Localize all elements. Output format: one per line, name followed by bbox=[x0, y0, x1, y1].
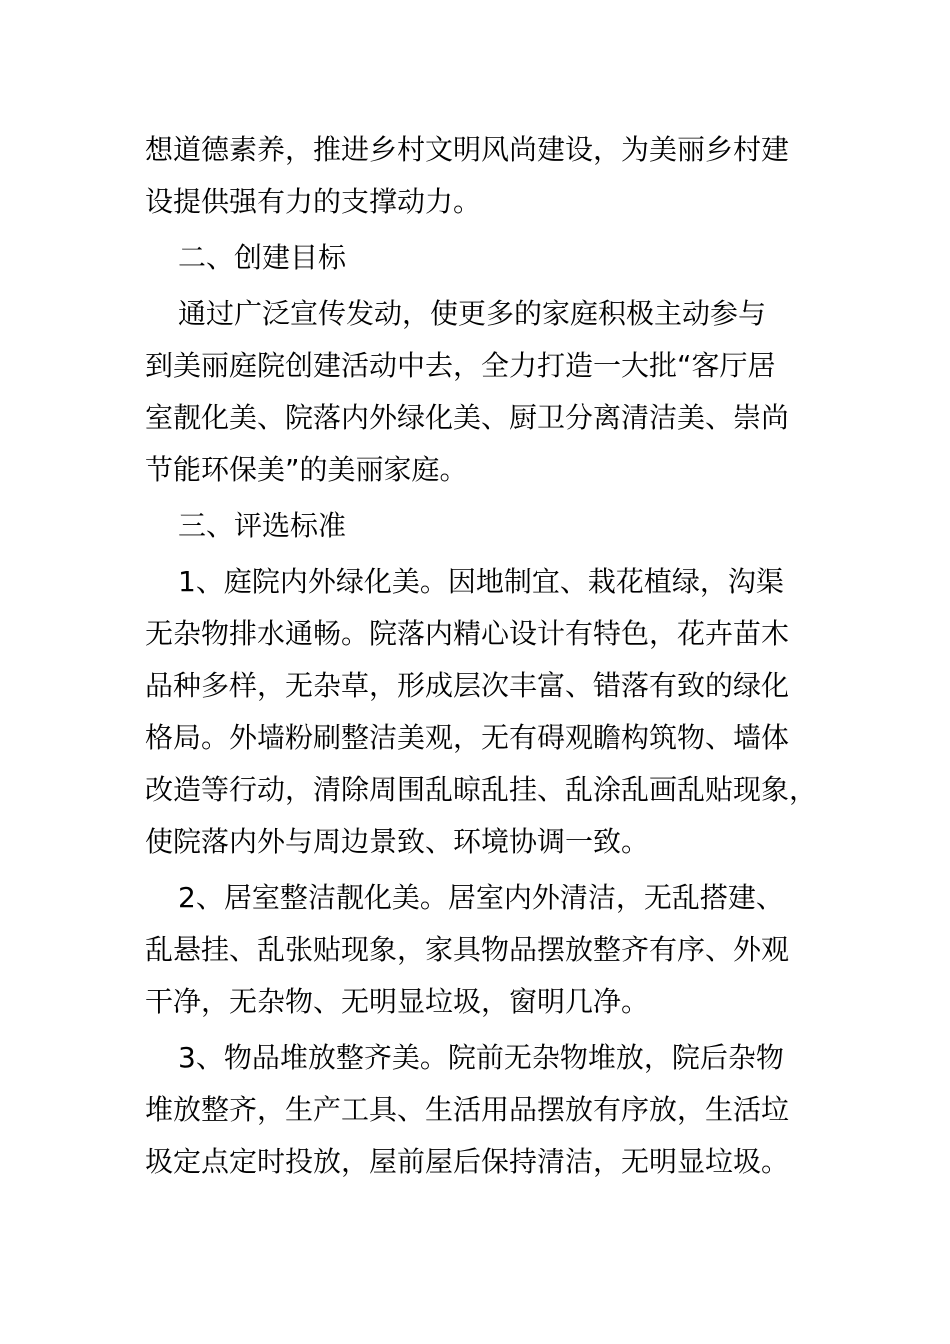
section-heading: 二、创建目标 bbox=[178, 241, 347, 274]
section-heading: 三、评选标准 bbox=[178, 509, 347, 542]
paragraph-line: 品种多样，无杂草，形成层次丰富、错落有致的绿化 bbox=[145, 669, 790, 702]
paragraph-line: 通过广泛宣传发动，使更多的家庭积极主动参与 bbox=[178, 297, 767, 330]
paragraph-line: 设提供强有力的支撑动力。 bbox=[145, 185, 482, 218]
paragraph-line: 格局。外墙粉刷整洁美观，无有碍观瞻构筑物、墙体 bbox=[145, 721, 790, 754]
paragraph-line: 无杂物排水通畅。院落内精心设计有特色，花卉苗木 bbox=[145, 617, 790, 650]
paragraph-line: 1、庭院内外绿化美。因地制宜、栽花植绿，沟渠 bbox=[178, 565, 784, 598]
paragraph-line: 想道德素养，推进乡村文明风尚建设，为美丽乡村建 bbox=[145, 133, 790, 166]
paragraph-line: 堆放整齐，生产工具、生活用品摆放有序放，生活垃 bbox=[145, 1093, 790, 1126]
paragraph-line: 使院落内外与周边景致、环境协调一致。 bbox=[145, 825, 650, 858]
paragraph-line: 圾定点定时投放，屋前屋后保持清洁，无明显垃圾。 bbox=[145, 1145, 790, 1178]
paragraph-line: 节能环保美”的美丽家庭。 bbox=[145, 453, 468, 486]
paragraph-line: 乱悬挂、乱张贴现象，家具物品摆放整齐有序、外观 bbox=[145, 933, 790, 966]
paragraph-line: 3、物品堆放整齐美。院前无杂物堆放，院后杂物 bbox=[178, 1041, 784, 1074]
paragraph-line: 干净，无杂物、无明显垃圾，窗明几净。 bbox=[145, 985, 650, 1018]
paragraph-line: 改造等行动，清除周围乱晾乱挂、乱涂乱画乱贴现象， bbox=[145, 773, 818, 806]
paragraph-line: 到美丽庭院创建活动中去，全力打造一大批“客厅居 bbox=[145, 349, 776, 382]
paragraph-line: 室靓化美、院落内外绿化美、厨卫分离清洁美、崇尚 bbox=[145, 401, 790, 434]
paragraph-line: 2、居室整洁靓化美。居室内外清洁，无乱搭建、 bbox=[178, 881, 784, 914]
document-body bbox=[145, 124, 818, 1188]
